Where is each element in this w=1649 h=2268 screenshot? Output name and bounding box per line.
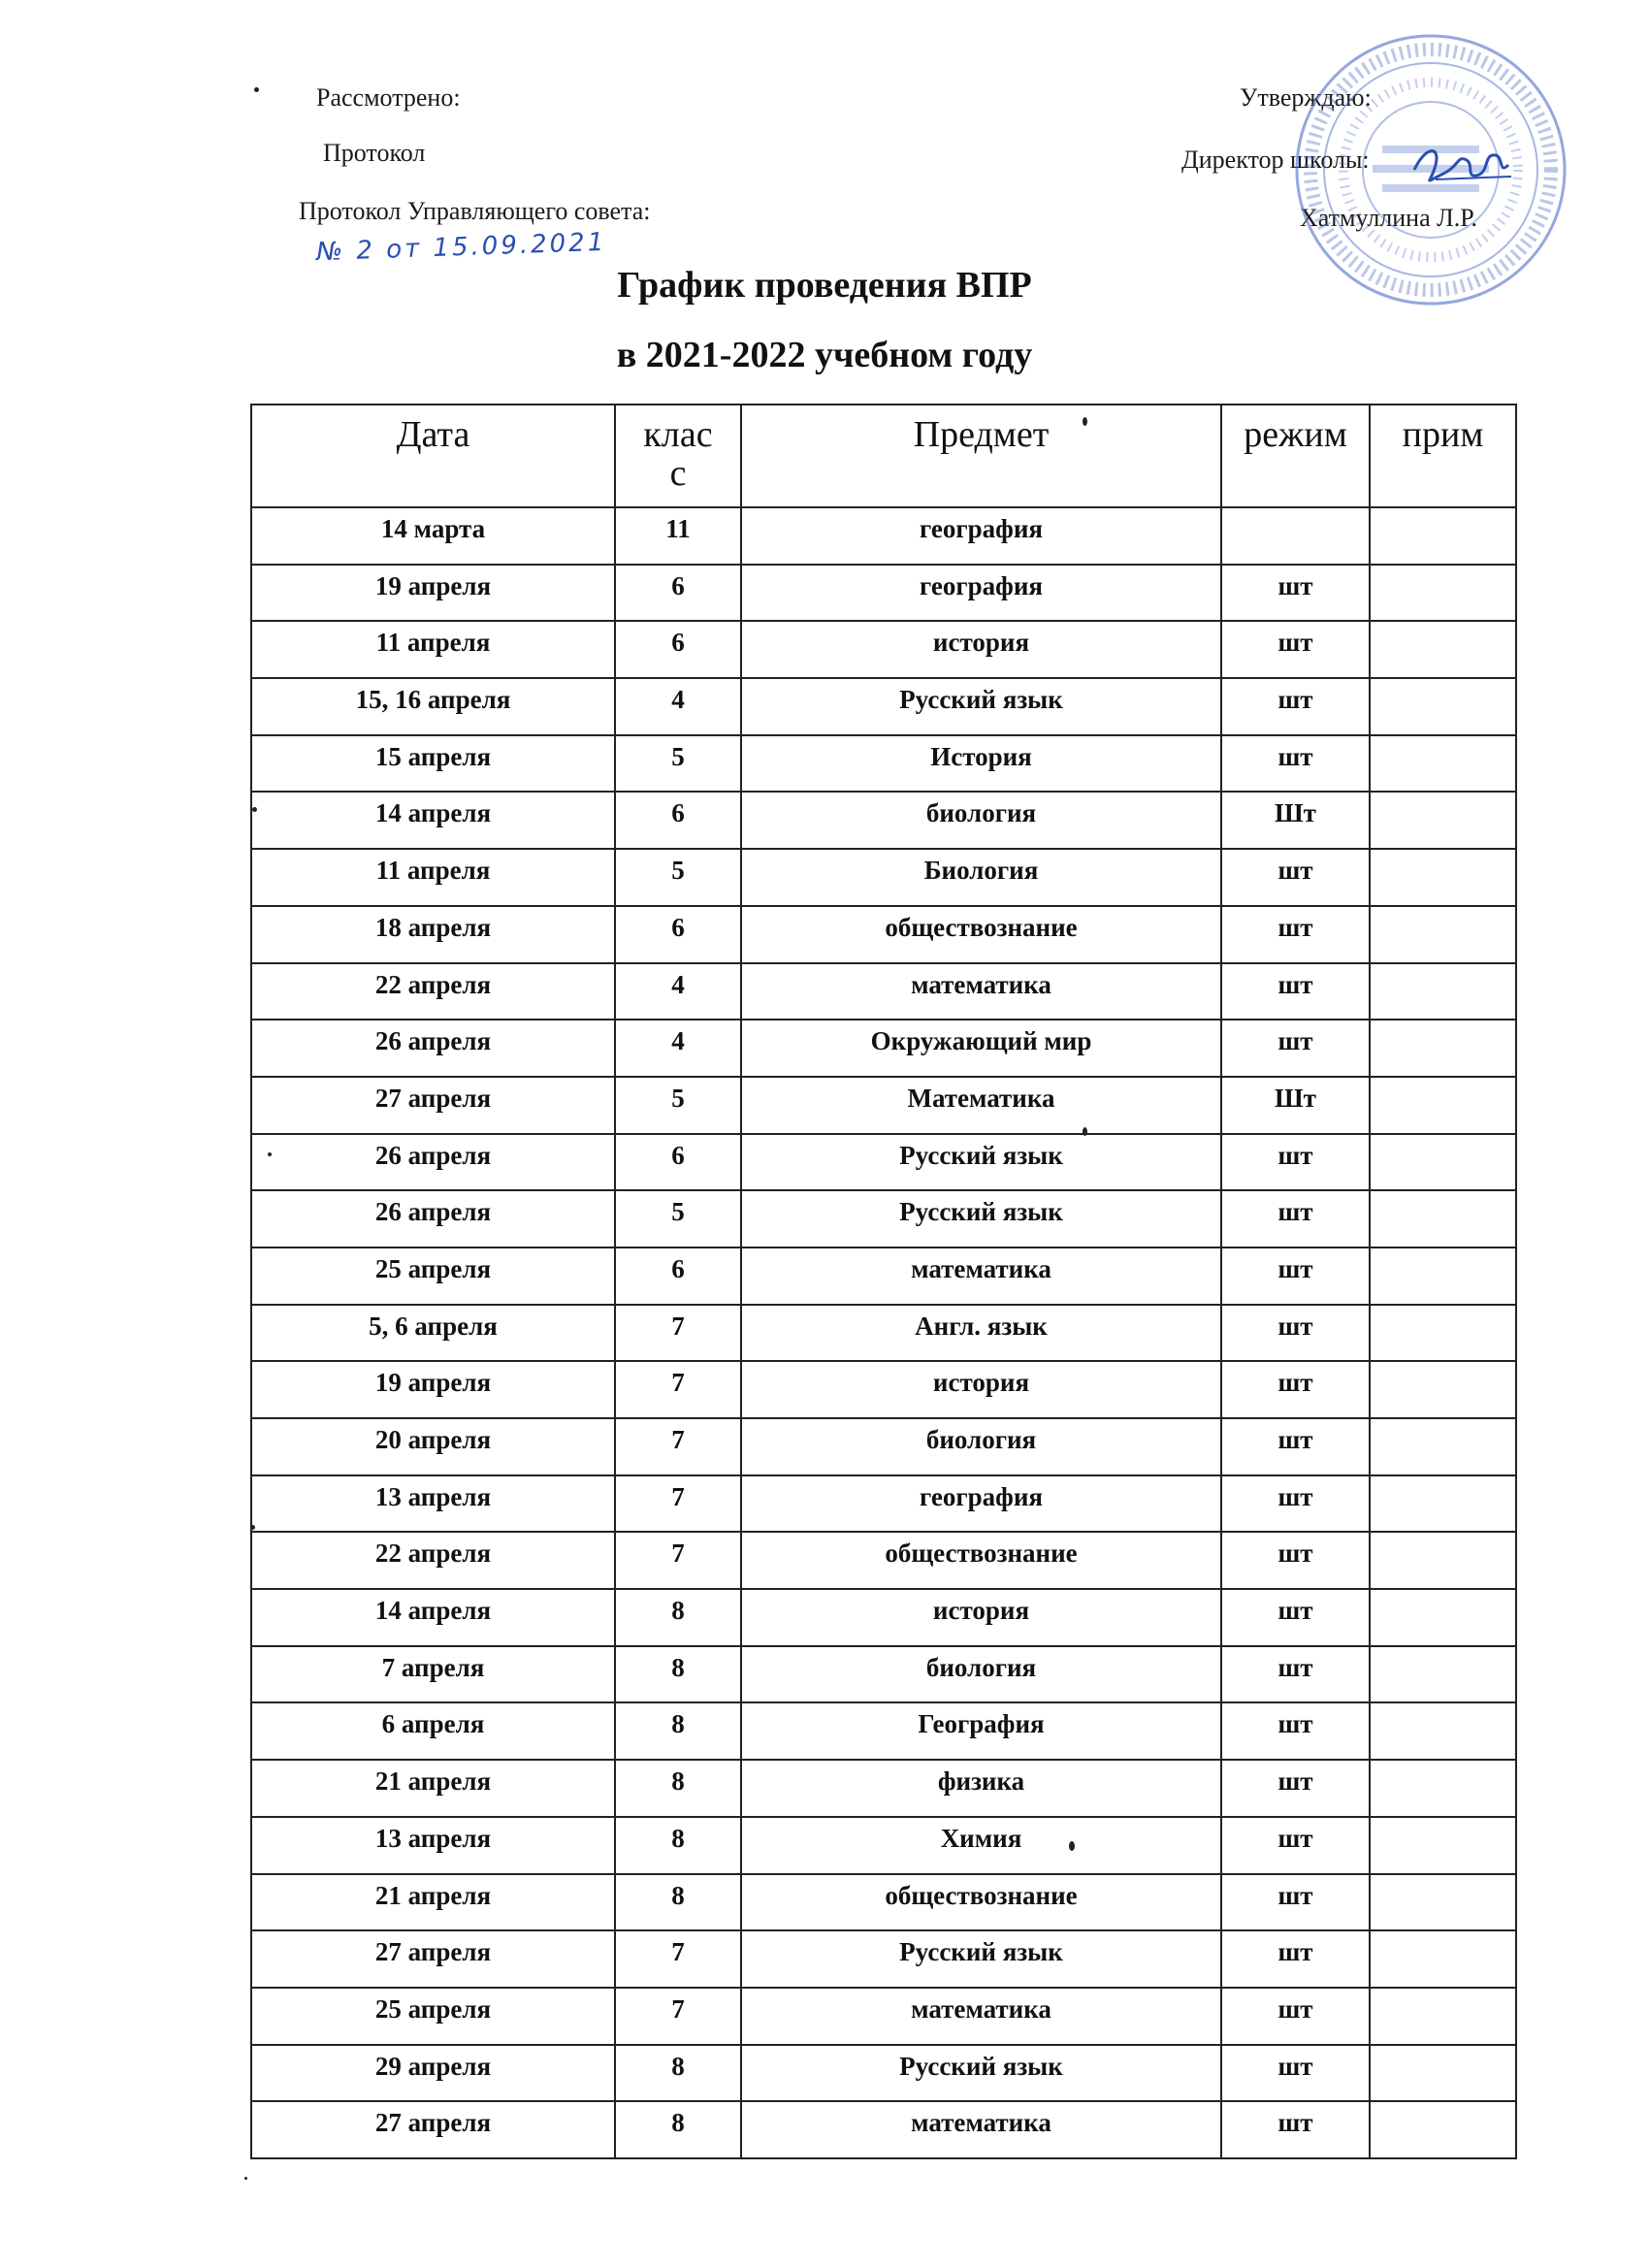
cell-note: [1370, 963, 1516, 1021]
cell-mode: шт: [1221, 1589, 1370, 1646]
cell-class: 4: [615, 678, 741, 735]
header-reviewed-label: Рассмотрено:: [316, 83, 461, 112]
table-row: [251, 735, 1516, 793]
cell-mode: шт: [1221, 1305, 1370, 1362]
cell-class: 4: [615, 1020, 741, 1077]
cell-class: 7: [615, 1361, 741, 1418]
cell-date: 13 апреля: [251, 1817, 615, 1874]
scan-speck: [250, 1525, 255, 1530]
cell-class: 6: [615, 792, 741, 849]
cell-subject: История: [741, 735, 1221, 793]
table-row: [251, 792, 1516, 849]
cell-mode: шт: [1221, 1760, 1370, 1817]
cell-subject: биология: [741, 1646, 1221, 1703]
cell-note: [1370, 1760, 1516, 1817]
cell-class: 11: [615, 507, 741, 565]
cell-class: 7: [615, 1475, 741, 1533]
scan-speck: [254, 87, 259, 92]
cell-date: 27 апреля: [251, 1930, 615, 1988]
cell-subject: Русский язык: [741, 1134, 1221, 1191]
cell-date: 11 апреля: [251, 621, 615, 678]
cell-subject: математика: [741, 963, 1221, 1021]
cell-date: 13 апреля: [251, 1475, 615, 1533]
cell-note: [1370, 1418, 1516, 1475]
cell-class: 8: [615, 1702, 741, 1760]
cell-note: [1370, 1190, 1516, 1247]
cell-class: 5: [615, 735, 741, 793]
scan-speck: [244, 2177, 247, 2180]
cell-date: 14 апреля: [251, 1589, 615, 1646]
cell-subject: Химия: [741, 1817, 1221, 1874]
cell-date: 21 апреля: [251, 1760, 615, 1817]
scan-speck: [1083, 417, 1087, 426]
cell-date: 29 апреля: [251, 2045, 615, 2102]
cell-subject: Англ. язык: [741, 1305, 1221, 1362]
vpr-schedule-table: [250, 404, 1517, 2159]
table-row: [251, 1077, 1516, 1134]
cell-subject: Русский язык: [741, 2045, 1221, 2102]
table-row: [251, 1702, 1516, 1760]
header-protocol-label: Протокол: [323, 139, 426, 167]
cell-mode: Шт: [1221, 1077, 1370, 1134]
table-row: [251, 1020, 1516, 1077]
cell-note: [1370, 1874, 1516, 1931]
cell-mode: шт: [1221, 1020, 1370, 1077]
cell-date: 18 апреля: [251, 906, 615, 963]
table-row: [251, 1988, 1516, 2045]
table-row: [251, 1305, 1516, 1362]
header-approve-label: Утверждаю:: [1240, 83, 1372, 112]
page-subtitle: в 2021-2022 учебном году: [616, 335, 1033, 375]
cell-subject: Русский язык: [741, 1190, 1221, 1247]
cell-mode: шт: [1221, 1247, 1370, 1305]
cell-class: 8: [615, 1760, 741, 1817]
table-row: [251, 1589, 1516, 1646]
cell-class: 8: [615, 2101, 741, 2158]
cell-date: 7 апреля: [251, 1646, 615, 1703]
table-row: [251, 2101, 1516, 2158]
cell-mode: шт: [1221, 1988, 1370, 2045]
cell-note: [1370, 678, 1516, 735]
cell-class: 6: [615, 565, 741, 622]
cell-mode: шт: [1221, 678, 1370, 735]
cell-class: 8: [615, 1874, 741, 1931]
header-note: прим: [1370, 405, 1516, 507]
cell-subject: Русский язык: [741, 1930, 1221, 1988]
cell-note: [1370, 792, 1516, 849]
cell-subject: история: [741, 1361, 1221, 1418]
table-row: [251, 1134, 1516, 1191]
cell-mode: шт: [1221, 2101, 1370, 2158]
header-class-line2: с: [669, 453, 687, 494]
cell-note: [1370, 2101, 1516, 2158]
cell-subject: Биология: [741, 849, 1221, 906]
cell-subject: обществознание: [741, 1532, 1221, 1589]
cell-date: 27 апреля: [251, 2101, 615, 2158]
cell-date: 26 апреля: [251, 1134, 615, 1191]
cell-date: 22 апреля: [251, 963, 615, 1021]
table-row: [251, 906, 1516, 963]
cell-note: [1370, 849, 1516, 906]
cell-note: [1370, 735, 1516, 793]
table-header-row: [251, 405, 1516, 507]
cell-class: 6: [615, 1247, 741, 1305]
cell-note: [1370, 906, 1516, 963]
table-row: [251, 1930, 1516, 1988]
cell-mode: шт: [1221, 1475, 1370, 1533]
table-row: [251, 1532, 1516, 1589]
cell-class: 4: [615, 963, 741, 1021]
scan-speck: [1083, 1127, 1087, 1136]
table-row: [251, 1418, 1516, 1475]
cell-subject: География: [741, 1702, 1221, 1760]
cell-note: [1370, 1077, 1516, 1134]
header-mode: режим: [1221, 405, 1370, 507]
header-director-name: Хатмуллина Л.Р.: [1300, 204, 1477, 232]
cell-date: 11 апреля: [251, 849, 615, 906]
cell-subject: биология: [741, 792, 1221, 849]
header-class: [615, 405, 741, 507]
cell-mode: шт: [1221, 621, 1370, 678]
page-title: График проведения ВПР: [617, 265, 1032, 306]
cell-mode: шт: [1221, 2045, 1370, 2102]
director-signature-icon: [1406, 136, 1513, 194]
cell-date: 22 апреля: [251, 1532, 615, 1589]
cell-mode: шт: [1221, 963, 1370, 1021]
cell-class: 7: [615, 1988, 741, 2045]
table-row: [251, 1247, 1516, 1305]
cell-note: [1370, 507, 1516, 565]
cell-date: 20 апреля: [251, 1418, 615, 1475]
cell-date: 27 апреля: [251, 1077, 615, 1134]
cell-note: [1370, 621, 1516, 678]
table-row: [251, 621, 1516, 678]
header-council-protocol-label: Протокол Управляющего совета:: [299, 197, 651, 225]
cell-subject: обществознание: [741, 1874, 1221, 1931]
cell-mode: шт: [1221, 906, 1370, 963]
header-date: Дата: [251, 405, 615, 507]
table-row: [251, 565, 1516, 622]
cell-subject: история: [741, 621, 1221, 678]
table-row: [251, 678, 1516, 735]
cell-date: 26 апреля: [251, 1190, 615, 1247]
cell-mode: шт: [1221, 1134, 1370, 1191]
table-row: [251, 1475, 1516, 1533]
cell-mode: шт: [1221, 1418, 1370, 1475]
cell-note: [1370, 1702, 1516, 1760]
cell-date: 25 апреля: [251, 1988, 615, 2045]
table-row: [251, 2045, 1516, 2102]
cell-date: 15 апреля: [251, 735, 615, 793]
cell-mode: шт: [1221, 1817, 1370, 1874]
cell-note: [1370, 1988, 1516, 2045]
cell-subject: география: [741, 507, 1221, 565]
cell-subject: физика: [741, 1760, 1221, 1817]
cell-mode: шт: [1221, 735, 1370, 793]
cell-subject: Русский язык: [741, 678, 1221, 735]
table-row: [251, 1361, 1516, 1418]
cell-mode: шт: [1221, 849, 1370, 906]
cell-note: [1370, 1646, 1516, 1703]
scan-speck: [252, 807, 257, 812]
cell-subject: математика: [741, 1247, 1221, 1305]
cell-subject: география: [741, 1475, 1221, 1533]
cell-date: 14 марта: [251, 507, 615, 565]
cell-class: 8: [615, 1817, 741, 1874]
cell-mode: шт: [1221, 1702, 1370, 1760]
cell-subject: Математика: [741, 1077, 1221, 1134]
cell-class: 8: [615, 1589, 741, 1646]
cell-subject: Окружающий мир: [741, 1020, 1221, 1077]
cell-class: 6: [615, 621, 741, 678]
cell-note: [1370, 1020, 1516, 1077]
cell-date: 19 апреля: [251, 565, 615, 622]
cell-class: 7: [615, 1418, 741, 1475]
cell-note: [1370, 1134, 1516, 1191]
cell-note: [1370, 2045, 1516, 2102]
cell-subject: математика: [741, 1988, 1221, 2045]
cell-mode: шт: [1221, 565, 1370, 622]
cell-date: 19 апреля: [251, 1361, 615, 1418]
cell-date: 26 апреля: [251, 1020, 615, 1077]
table-row: [251, 1874, 1516, 1931]
cell-class: 8: [615, 1646, 741, 1703]
cell-date: 15, 16 апреля: [251, 678, 615, 735]
cell-date: 14 апреля: [251, 792, 615, 849]
cell-class: 5: [615, 1077, 741, 1134]
scan-speck: [268, 1152, 272, 1156]
cell-mode: шт: [1221, 1190, 1370, 1247]
cell-date: 6 апреля: [251, 1702, 615, 1760]
cell-mode: шт: [1221, 1532, 1370, 1589]
cell-mode: шт: [1221, 1361, 1370, 1418]
table-row: [251, 1646, 1516, 1703]
cell-mode: шт: [1221, 1646, 1370, 1703]
table-row: [251, 849, 1516, 906]
cell-note: [1370, 1817, 1516, 1874]
cell-note: [1370, 1475, 1516, 1533]
cell-subject: география: [741, 565, 1221, 622]
cell-note: [1370, 1305, 1516, 1362]
cell-mode: шт: [1221, 1930, 1370, 1988]
cell-note: [1370, 1361, 1516, 1418]
cell-note: [1370, 1589, 1516, 1646]
cell-note: [1370, 1532, 1516, 1589]
header-class-line1: клас: [643, 414, 713, 455]
cell-note: [1370, 565, 1516, 622]
cell-mode: [1221, 507, 1370, 565]
header-director-label: Директор школы:: [1181, 146, 1370, 174]
table-row: [251, 1760, 1516, 1817]
cell-class: 7: [615, 1532, 741, 1589]
cell-class: 6: [615, 906, 741, 963]
cell-date: 5, 6 апреля: [251, 1305, 615, 1362]
cell-date: 21 апреля: [251, 1874, 615, 1931]
cell-class: 5: [615, 849, 741, 906]
cell-subject: история: [741, 1589, 1221, 1646]
table-row: [251, 963, 1516, 1021]
header-subject: Предмет: [741, 405, 1221, 507]
table-row: [251, 507, 1516, 565]
cell-class: 7: [615, 1305, 741, 1362]
cell-mode: Шт: [1221, 792, 1370, 849]
cell-note: [1370, 1247, 1516, 1305]
cell-class: 5: [615, 1190, 741, 1247]
cell-date: 25 апреля: [251, 1247, 615, 1305]
cell-class: 8: [615, 2045, 741, 2102]
cell-subject: обществознание: [741, 906, 1221, 963]
cell-subject: биология: [741, 1418, 1221, 1475]
cell-note: [1370, 1930, 1516, 1988]
scan-speck: [1069, 1841, 1075, 1851]
handwritten-protocol-note: № 2 от 15.09.2021: [315, 227, 607, 268]
cell-class: 6: [615, 1134, 741, 1191]
table-row: [251, 1817, 1516, 1874]
cell-mode: шт: [1221, 1874, 1370, 1931]
cell-class: 7: [615, 1930, 741, 1988]
cell-subject: математика: [741, 2101, 1221, 2158]
table-row: [251, 1190, 1516, 1247]
